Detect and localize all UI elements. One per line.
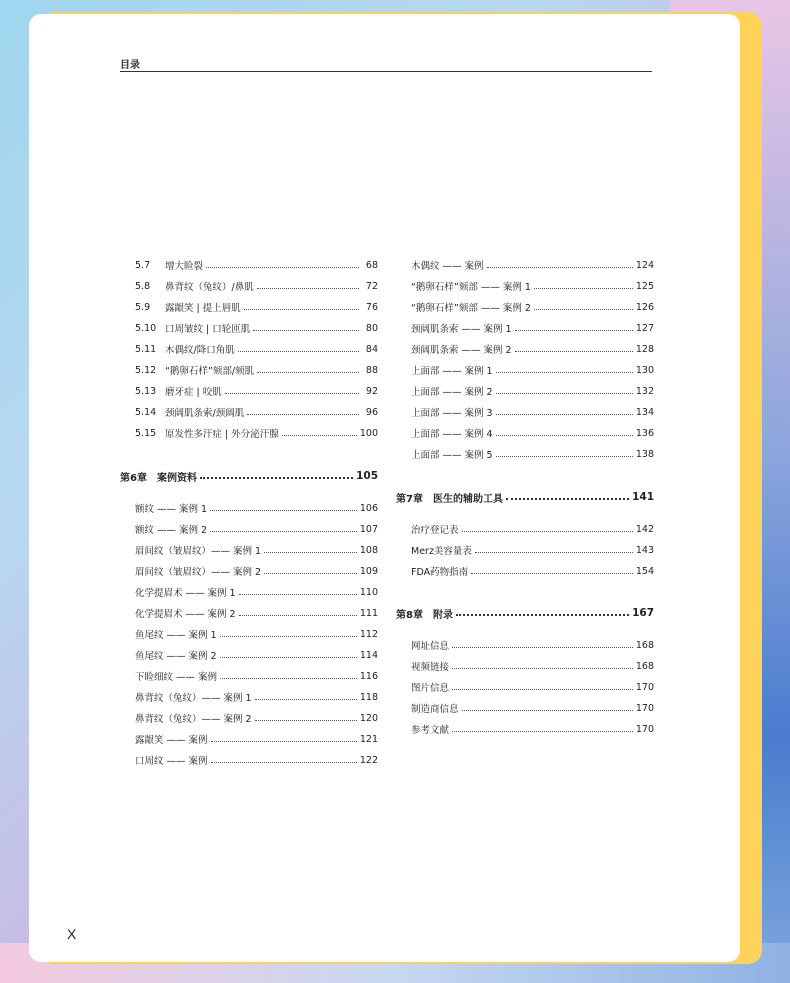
chapter-page: 105 — [356, 470, 378, 482]
entry-page: 130 — [635, 364, 654, 376]
leader-dots — [496, 414, 633, 415]
entry-title: 口周纹 —— 案例 — [135, 756, 208, 767]
toc-entry[interactable] — [411, 701, 654, 715]
toc-entry[interactable] — [120, 258, 378, 272]
entry-title: 颈阔肌条索/颈阔肌 — [165, 408, 245, 419]
entry-title: 鼻背纹（兔纹）—— 案例 1 — [135, 693, 252, 704]
leader-dots — [496, 435, 633, 436]
entry-page: 120 — [359, 712, 378, 724]
entry-title: “鹅卵石样”颏部/颏肌 — [165, 366, 255, 377]
entry-title: 原发性多汗症 | 外分泌汗腺 — [165, 429, 279, 440]
toc-entry[interactable] — [120, 342, 378, 356]
toc-right-column — [396, 258, 654, 738]
entry-page: 168 — [635, 660, 654, 672]
toc-entry[interactable] — [120, 321, 378, 335]
toc-entry[interactable] — [135, 627, 378, 641]
entry-title: 化学提眉术 —— 案例 1 — [135, 588, 236, 599]
leader-dots — [253, 330, 359, 331]
leader-dots — [282, 435, 357, 436]
entry-title: 下睑细纹 —— 案例 — [135, 672, 218, 683]
entry-page: 125 — [635, 280, 654, 292]
entry-number: 5.10 — [135, 322, 157, 334]
entry-title: 上面部 —— 案例 4 — [411, 429, 493, 440]
leader-dots — [220, 636, 357, 637]
leader-dots — [255, 699, 357, 700]
toc-left-column — [120, 258, 378, 778]
chapter-title: 第7章 医生的辅助工具 — [396, 493, 503, 505]
entry-title: “鹅卵石样”颏部 —— 案例 2 — [411, 303, 531, 314]
leader-dots — [210, 531, 357, 532]
entry-title: 上面部 —— 案例 2 — [411, 387, 493, 398]
entry-number: 5.7 — [135, 259, 151, 271]
entry-page: 128 — [635, 343, 654, 355]
entry-number: 5.8 — [135, 280, 151, 292]
entry-page: 112 — [359, 628, 378, 640]
entry-title: 眉间纹（皱眉纹）—— 案例 1 — [135, 546, 262, 557]
entry-page: 170 — [635, 681, 654, 693]
entry-title: 颈阔肌条索 —— 案例 2 — [411, 345, 512, 356]
entry-page: 168 — [635, 639, 654, 651]
toc-entry[interactable] — [411, 543, 654, 557]
leader-dots — [211, 741, 357, 742]
entry-page: 170 — [635, 702, 654, 714]
chapter-title: 第6章 案例资料 — [120, 472, 197, 484]
leader-dots — [534, 288, 633, 289]
leader-dots — [264, 552, 357, 553]
header-title: 目录 — [120, 60, 140, 71]
toc-entry[interactable] — [135, 690, 378, 704]
toc-entry[interactable] — [411, 659, 654, 673]
leader-dots — [220, 678, 357, 679]
entry-title: 上面部 —— 案例 5 — [411, 450, 493, 461]
toc-entry[interactable] — [411, 321, 654, 335]
toc-entry[interactable] — [135, 543, 378, 557]
toc-entry[interactable] — [135, 564, 378, 578]
page-header — [120, 53, 652, 72]
toc-entry[interactable] — [135, 732, 378, 746]
entry-title: 鱼尾纹 —— 案例 2 — [135, 651, 217, 662]
entry-title: 鱼尾纹 —— 案例 1 — [135, 630, 217, 641]
toc-entry[interactable] — [135, 585, 378, 599]
entry-title: “鹅卵石样”颏部 —— 案例 1 — [411, 282, 531, 293]
entry-number: 5.14 — [135, 406, 157, 418]
entry-page: 107 — [359, 523, 378, 535]
entry-number: 5.15 — [135, 427, 157, 439]
entry-page: 111 — [359, 607, 378, 619]
toc-entry[interactable] — [135, 606, 378, 620]
toc-entry[interactable] — [411, 522, 654, 536]
entry-number: 5.13 — [135, 385, 157, 397]
entry-title: 参考文献 — [411, 725, 450, 736]
entry-title: 增大睑裂 — [165, 261, 204, 272]
toc-entry[interactable] — [135, 648, 378, 662]
toc-entry[interactable] — [135, 501, 378, 515]
leader-dots — [257, 372, 359, 373]
leader-dots — [496, 456, 633, 457]
entry-page: 106 — [359, 502, 378, 514]
entry-title: 制造商信息 — [411, 704, 459, 715]
toc-entry[interactable] — [411, 342, 654, 356]
entry-page: 110 — [359, 586, 378, 598]
entry-page: 143 — [635, 544, 654, 556]
entry-number: 5.9 — [135, 301, 151, 313]
entry-title: 木偶纹 —— 案例 — [411, 261, 484, 272]
entry-page: 80 — [365, 322, 378, 334]
entry-page: 88 — [365, 364, 378, 376]
entry-title: Merz美容量表 — [411, 546, 472, 557]
entry-title: 治疗登记表 — [411, 525, 459, 536]
entry-title: 口周皱纹 | 口轮匝肌 — [165, 324, 251, 335]
chapter-page: 141 — [632, 491, 654, 503]
entry-page: 132 — [635, 385, 654, 397]
entry-page: 68 — [365, 259, 378, 271]
entry-title: 鼻背纹（兔纹）—— 案例 2 — [135, 714, 252, 725]
leader-dots — [264, 573, 357, 574]
toc-entry[interactable] — [120, 363, 378, 377]
toc-entry[interactable] — [411, 638, 654, 652]
toc-entry[interactable] — [411, 447, 654, 461]
entry-page: 116 — [359, 670, 378, 682]
entry-page: 136 — [635, 427, 654, 439]
leader-dots — [225, 393, 359, 394]
leader-dots — [244, 309, 359, 310]
entry-page: 109 — [359, 565, 378, 577]
entry-page: 142 — [635, 523, 654, 535]
toc-entry[interactable] — [411, 405, 654, 419]
entry-title: 颈阔肌条索 —— 案例 1 — [411, 324, 512, 335]
toc-entry[interactable] — [411, 363, 654, 377]
toc-entry[interactable] — [120, 279, 378, 293]
entry-title: 视频链接 — [411, 662, 450, 673]
entry-page: 72 — [365, 280, 378, 292]
toc-entry[interactable] — [411, 258, 654, 272]
toc-entry[interactable] — [411, 300, 654, 314]
chapter-title: 第8章 附录 — [396, 609, 453, 621]
toc-entry[interactable] — [411, 680, 654, 694]
leader-dots — [452, 731, 633, 732]
entry-page: 126 — [635, 301, 654, 313]
entry-title: 额纹 —— 案例 1 — [135, 504, 208, 515]
entry-title: 图片信息 — [411, 683, 450, 694]
entry-title: FDA药物指南 — [411, 567, 469, 578]
leader-dots — [475, 552, 633, 553]
page-number: X — [67, 926, 77, 942]
leader-dots — [534, 309, 633, 310]
toc-chapter-6[interactable] — [120, 469, 378, 483]
entry-title: 网址信息 — [411, 641, 450, 652]
leader-dots — [211, 762, 357, 763]
entry-page: 154 — [635, 565, 654, 577]
leader-dots — [452, 668, 633, 669]
entry-title: 磨牙症 | 咬肌 — [165, 387, 222, 398]
leader-dots — [462, 710, 633, 711]
entry-title: 鼻背纹（兔纹）/鼻肌 — [165, 282, 254, 293]
toc-entry[interactable] — [120, 300, 378, 314]
entry-page: 114 — [359, 649, 378, 661]
entry-page: 138 — [635, 448, 654, 460]
leader-dots — [239, 594, 357, 595]
entry-page: 170 — [635, 723, 654, 735]
entry-page: 121 — [359, 733, 378, 745]
entry-page: 96 — [365, 406, 378, 418]
entry-page: 127 — [635, 322, 654, 334]
toc-entry[interactable] — [411, 279, 654, 293]
toc-entry[interactable] — [411, 426, 654, 440]
entry-page: 92 — [365, 385, 378, 397]
leader-dots — [239, 615, 357, 616]
leader-dots — [206, 267, 359, 268]
leader-dots — [462, 531, 633, 532]
leader-dots — [200, 477, 353, 479]
leader-dots — [452, 689, 633, 690]
chapter-page: 167 — [632, 607, 654, 619]
leader-dots — [452, 647, 633, 648]
leader-dots — [515, 351, 633, 352]
toc-entry[interactable] — [411, 384, 654, 398]
entry-title: 木偶纹/降口角肌 — [165, 345, 235, 356]
entry-title: 化学提眉术 —— 案例 2 — [135, 609, 236, 620]
entry-title: 额纹 —— 案例 2 — [135, 525, 208, 536]
leader-dots — [496, 372, 633, 373]
entry-title: 露龈笑 | 提上唇肌 — [165, 303, 241, 314]
leader-dots — [220, 657, 357, 658]
entry-page: 84 — [365, 343, 378, 355]
entry-title: 露龈笑 —— 案例 — [135, 735, 208, 746]
toc-chapter-7[interactable] — [396, 490, 654, 504]
leader-dots — [471, 573, 633, 574]
leader-dots — [496, 393, 633, 394]
entry-page: 124 — [635, 259, 654, 271]
leader-dots — [487, 267, 633, 268]
leader-dots — [238, 351, 359, 352]
entry-title: 眉间纹（皱眉纹）—— 案例 2 — [135, 567, 262, 578]
leader-dots — [255, 720, 357, 721]
leader-dots — [247, 414, 359, 415]
leader-dots — [506, 498, 629, 500]
entry-page: 100 — [359, 427, 378, 439]
toc-entry[interactable] — [411, 722, 654, 736]
toc-entry[interactable] — [135, 753, 378, 767]
toc-entry[interactable] — [120, 384, 378, 398]
leader-dots — [210, 510, 357, 511]
leader-dots — [456, 614, 629, 616]
toc-entry[interactable] — [135, 711, 378, 725]
toc-chapter-8[interactable] — [396, 606, 654, 620]
toc-entry[interactable] — [120, 405, 378, 419]
entry-number: 5.12 — [135, 364, 157, 376]
entry-title: 上面部 —— 案例 1 — [411, 366, 493, 377]
leader-dots — [515, 330, 633, 331]
toc-entry[interactable] — [135, 522, 378, 536]
entry-page: 118 — [359, 691, 378, 703]
entry-page: 134 — [635, 406, 654, 418]
leader-dots — [257, 288, 359, 289]
entry-page: 108 — [359, 544, 378, 556]
entry-number: 5.11 — [135, 343, 157, 355]
entry-page: 122 — [359, 754, 378, 766]
entry-page: 76 — [365, 301, 378, 313]
toc-entry[interactable] — [120, 426, 378, 440]
entry-title: 上面部 —— 案例 3 — [411, 408, 493, 419]
toc-entry[interactable] — [135, 669, 378, 683]
toc-entry[interactable] — [411, 564, 654, 578]
